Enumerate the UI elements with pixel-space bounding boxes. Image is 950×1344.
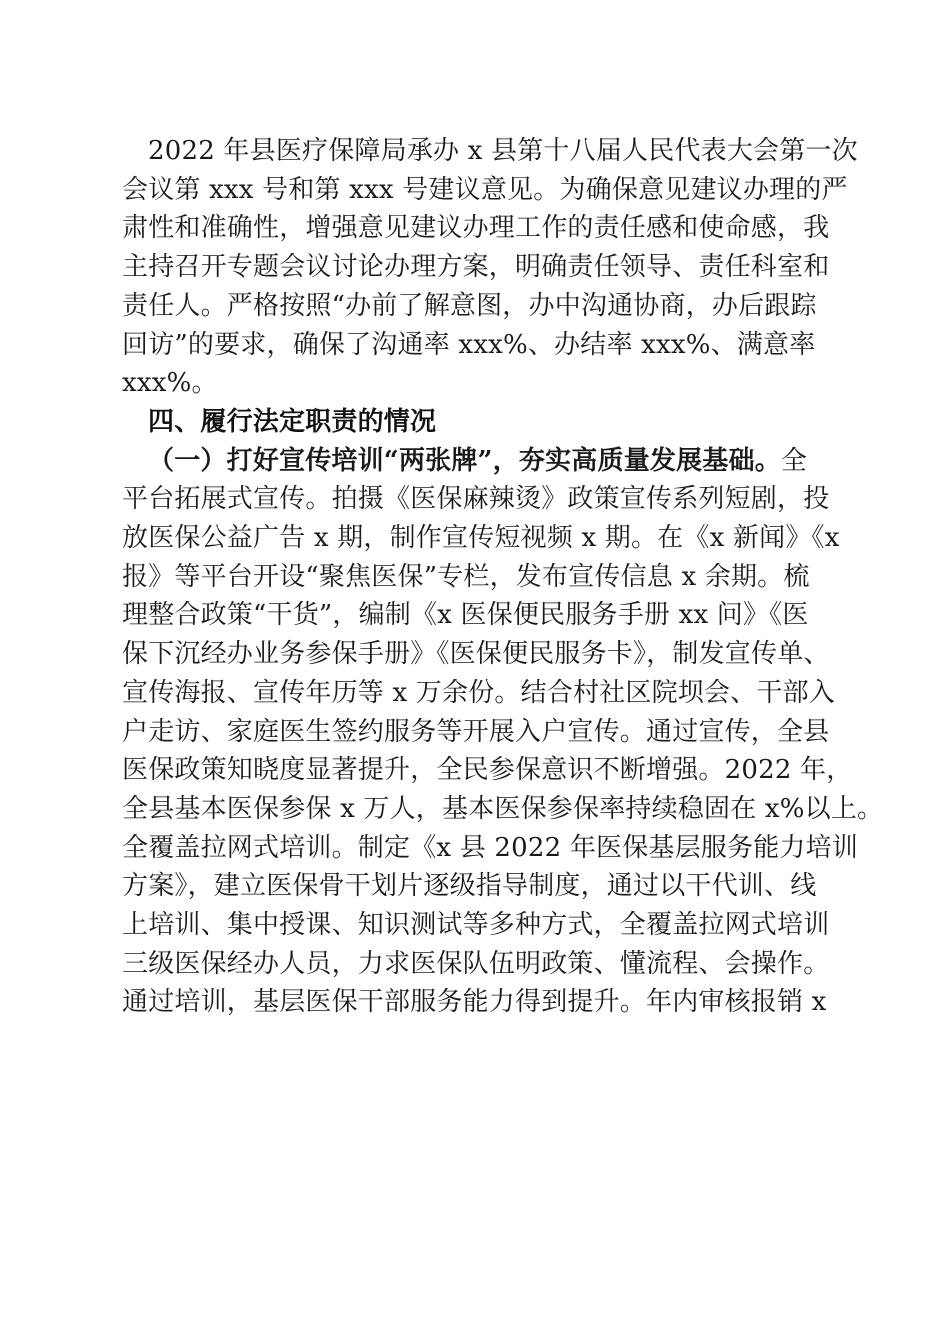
paragraph-line: 全县基本医保参保 x 万人，基本医保参保率持续稳固在 x%以上。: [122, 793, 884, 824]
paragraph-line: 主持召开专题会议讨论办理方案，明确责任领导、责任科室和: [122, 252, 830, 283]
paragraph-line: 回访”的要求，确保了沟通率 xxx%、办结率 xxx%、满意率: [122, 329, 816, 360]
document-body: [122, 132, 884, 1022]
paragraph-line: 平台拓展式宣传。拍摄《医保麻辣烫》政策宣传系列短剧，投: [122, 484, 830, 515]
subsection-title: （一）打好宣传培训“两张牌”，夯实高质量发展基础。: [148, 445, 781, 476]
paragraph-line: 方案》，建立医保骨干划片逐级指导制度，通过以干代训、线: [122, 871, 817, 902]
paragraph-line: 全覆盖拉网式培训。制定《x 县 2022 年医保基层服务能力培训: [122, 832, 859, 863]
paragraph-line: 上培训、集中授课、知识测试等多种方式，全覆盖拉网式培训: [122, 910, 830, 941]
paragraph-line: 责任人。严格按照“办前了解意图，办中沟通协商，办后跟踪: [122, 290, 817, 321]
paragraph-line: 宣传海报、宣传年历等 x 万余份。结合村社区院坝会、干部入: [122, 677, 835, 708]
paragraph-line: 户走访、家庭医生签约服务等开展入户宣传。通过宣传，全县: [122, 716, 830, 747]
paragraph-line: 理整合政策“干货”，编制《x 医保便民服务手册 xx 问》《医: [122, 600, 809, 631]
paragraph-line: 报》等平台开设“聚焦医保”专栏，发布宣传信息 x 余期。梳: [122, 561, 810, 592]
paragraph-line: 放医保公益广告 x 期，制作宣传短视频 x 期。在《x 新闻》《x: [122, 523, 840, 554]
paragraph-line: 肃性和准确性，增强意见建议办理工作的责任感和使命感，我: [122, 213, 830, 244]
section-heading: 四、履行法定职责的情况: [148, 406, 437, 437]
paragraph-line: 医保政策知晓度显著提升，全民参保意识不断增强。2022 年，: [122, 755, 853, 786]
paragraph-line: 保下沉经办业务参保手册》《医保便民服务卡》，制发宣传单、: [122, 639, 830, 670]
paragraph-line: 2022 年县医疗保障局承办 x 县第十八届人民代表大会第一次: [148, 136, 858, 166]
subsection-first-line: [148, 442, 828, 481]
paragraph-line: xxx%。: [122, 368, 218, 399]
paragraph-line: 通过培训，基层医保干部服务能力得到提升。年内审核报销 x: [122, 987, 827, 1018]
paragraph-line: 会议第 xxx 号和第 xxx 号建议意见。为确保意见建议办理的严: [122, 174, 848, 205]
paragraph-line: 三级医保经办人员，力求医保队伍明政策、懂流程、会操作。: [122, 948, 830, 979]
subsection-first-line-tail: 全: [780, 445, 808, 476]
